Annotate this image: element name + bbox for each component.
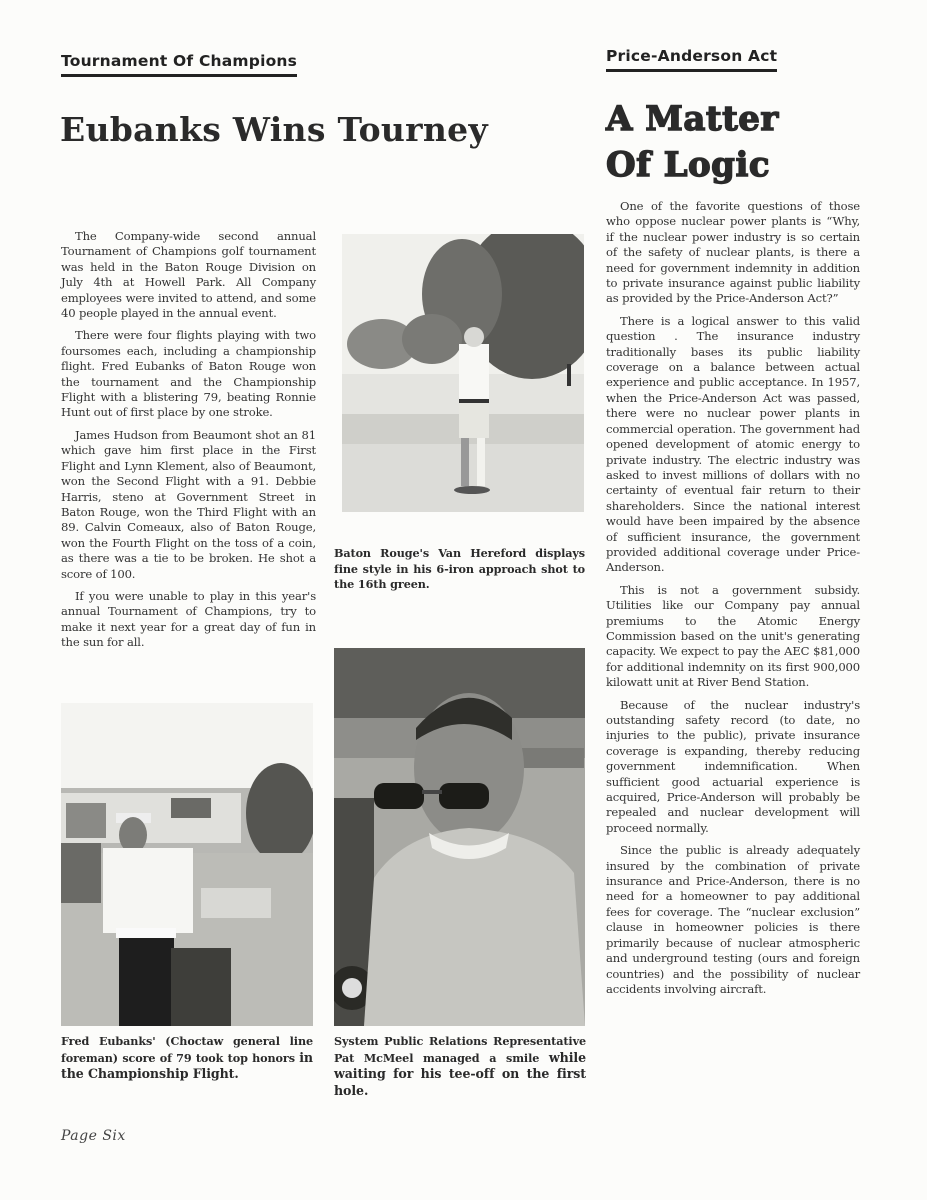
golfer-swinging-image (342, 234, 584, 512)
fred-eubanks-photo (61, 703, 313, 1026)
paragraph: There is a logical answer to this valid question . The insurance industry traditionally bases its public liability coverage on a balance between actual experience and public acceptance. In 1957, when the Price-Anderson Act was passed, there were no nuclear power plants in commercial operation. The government had opened development of atomic energy to private industry. The electric industry was asked to invest millions of dollars with no certainty of eventual fair return to their shareholders. Since the national interest would have been impaired by the absence of sufficient insurance, the government provided additional coverage under Price-Anderson. (606, 313, 860, 575)
price-anderson-article-body (606, 199, 860, 1004)
paragraph: This is not a government subsidy. Utilities like our Company pay annual premiums to the Atomic Energy Commission based on the unit's generating capacity. We expect to pay the AEC $81,000 for additional indemnity on its first 900,000 kilowatt unit at River Bend Station. (606, 582, 860, 690)
fred-eubanks-caption (61, 1034, 313, 1083)
section-label-price-anderson: Price-Anderson Act (606, 47, 777, 72)
paragraph: Because of the nuclear industry's outstanding safety record (to date, no injuries to the public), private insurance coverage is expanding, thereby reducing government indemnification. When sufficient good actuarial experience is acquired, Price-Anderson will probably be repealed and nuclear development will proceed normally. (606, 697, 860, 835)
paragraph: The Company-wide second annual Tournament of Champions golf tournament was held in the Baton Rouge Division on July 4th at Howell Park. All Company employees were invited to attend, and some 40 people played in the annual event. (61, 229, 316, 321)
fred-eubanks-image (61, 703, 313, 1026)
pat-mcmeel-caption (334, 1034, 586, 1099)
paragraph: There were four flights playing with two foursomes each, including a championship flight. Fred Eubanks of Baton Rouge won the tournament and the Championship Flight with a blistering 79, beating Ronnie Hunt out of first place by one stroke. (61, 328, 316, 420)
paragraph: One of the favorite questions of those who oppose nuclear power plants is “Why, if the nuclear power industry is so certain of the safety of nuclear plants, is there a need for government indemnity in addition to private insurance against public liability as provided by the Price-Anderson Act?” (606, 199, 860, 306)
caption-text: Fred Eubanks' (Choctaw general line foreman) score of 79 took top honors (61, 1034, 313, 1065)
paragraph: Since the public is already adequately insured by the combination of private insurance and Price-Anderson, there is no need for a homeowner to pay additional fees for coverage. The “nuclear exclusion” clause in homeowner policies is there primarily because of nuclear atmospheric and underground testing (ours and foreign countries) and the possibility of nuclear accidents involving aircraft. (606, 843, 860, 996)
headline-line-1: A Matter (606, 99, 779, 139)
headline-eubanks-wins-tourney: Eubanks Wins Tourney (60, 110, 488, 149)
paragraph: James Hudson from Beaumont shot an 81 which gave him first place in the First Flight and Lynn Klement, also of Beaumont, won the Second Flight with a 91. Debbie Harris, steno at Government Street in Baton Rouge, won the Third Flight with an 89. Calvin Comeaux, also of Baton Rouge, won the Fourth Flight on the toss of a coin, as there was a tie to be broken. He shot a score of 100. (61, 427, 316, 581)
caption-text-tail: while waiting for his tee-off on the first hole. (334, 1049, 586, 1098)
pat-mcmeel-image (334, 648, 585, 1026)
golfer-swinging-photo (342, 234, 584, 512)
headline-a-matter-of-logic (606, 96, 779, 188)
caption-text-tail: in the Championship Flight. (61, 1049, 313, 1081)
headline-line-2: Of Logic (606, 145, 771, 185)
caption-text: System Public Relations Representative Pat McMeel managed a smile (334, 1034, 586, 1065)
tournament-article-body (61, 229, 316, 658)
page-number: Page Six (61, 1128, 126, 1144)
pat-mcmeel-photo (334, 648, 585, 1026)
paragraph: If you were unable to play in this year's annual Tournament of Champions, try to make it next year for a great day of fun in the sun for all. (61, 588, 316, 650)
section-label-tournament: Tournament Of Champions (61, 52, 297, 77)
golfer-swinging-caption: Baton Rouge's Van Hereford displays fine style in his 6-iron approach shot to the 16th green. (334, 546, 585, 591)
